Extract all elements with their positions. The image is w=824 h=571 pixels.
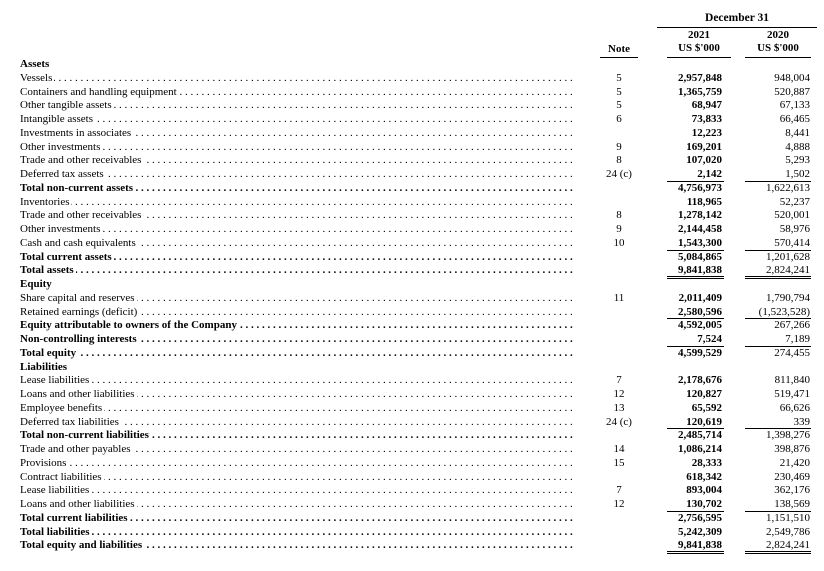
row-note: 9 (616, 223, 622, 235)
subtotal-rule (745, 428, 811, 429)
row-label (20, 525, 576, 539)
row-note: 8 (616, 154, 622, 167)
subtotal-rule (667, 346, 724, 347)
row-label (20, 98, 576, 112)
row-label-text: Cash and cash equivalents (20, 236, 136, 249)
value-2021: 5,242,309 (678, 525, 722, 538)
row-label-text: Assets (20, 58, 50, 70)
row-label-text: Total non-current liabilities (20, 429, 149, 442)
row-label-text: Deferred tax liabilities (20, 415, 119, 428)
statement-row (0, 140, 824, 154)
row-label-text: Employee benefits (20, 401, 103, 414)
row-label (20, 222, 576, 236)
row-label (20, 511, 576, 525)
statement-row (0, 236, 824, 250)
row-label (20, 140, 576, 154)
statement-row (0, 153, 824, 167)
row-label-text: Trade and other receivables (20, 154, 142, 167)
row-label (20, 373, 576, 387)
value-2021: 2,485,714 (678, 429, 722, 442)
total-double-rule (745, 551, 811, 554)
year-2021-header: 2021 (688, 29, 710, 41)
value-2020: 21,420 (779, 456, 810, 469)
row-label-text: Non-controlling interests (20, 333, 137, 345)
row-label (20, 126, 576, 140)
row-label (20, 250, 576, 264)
row-label-text: Other investments (20, 223, 101, 235)
period-header: December 31 (705, 12, 769, 24)
period-underline (657, 27, 817, 28)
statement-row (0, 373, 824, 387)
value-2020: 520,887 (774, 85, 810, 98)
statement-row (0, 85, 824, 99)
row-label-text: Total current liabilities (20, 511, 128, 524)
value-2020: 362,176 (774, 484, 810, 497)
statement-row (0, 195, 824, 209)
subtotal-rule (667, 511, 724, 512)
row-note: 7 (616, 374, 622, 387)
subtotal-rule (745, 318, 811, 319)
value-2021: 1,365,759 (678, 85, 722, 98)
row-label-text: Equity (20, 278, 52, 290)
value-2020: 1,398,276 (766, 429, 810, 442)
row-label (20, 85, 576, 99)
value-2021: 1,278,142 (678, 209, 722, 222)
row-label-text: Retained earnings (deficit) (20, 305, 138, 318)
row-label (20, 208, 576, 222)
row-label-text: Loans and other liabilities (20, 498, 135, 510)
value-2020: 1,622,613 (766, 181, 810, 194)
value-2020: 1,201,628 (766, 250, 810, 263)
value-2021: 65,592 (691, 401, 722, 414)
value-2021: 4,599,529 (678, 346, 722, 359)
value-2021: 893,004 (686, 484, 722, 497)
row-label-text: Equity attributable to owners of the Company (20, 319, 237, 332)
row-note: 24 (c) (606, 415, 632, 428)
row-label-text: Loans and other liabilities (20, 388, 135, 400)
row-note: 12 (613, 498, 625, 510)
value-2021: 9,841,838 (678, 539, 722, 552)
value-2021: 2,580,596 (678, 305, 722, 318)
value-2020: 8,441 (785, 126, 810, 139)
value-2020: (1,523,528) (758, 305, 810, 318)
row-label-text: Trade and other payables (20, 443, 131, 455)
statement-row (0, 511, 824, 525)
row-note: 5 (616, 71, 622, 84)
row-label (20, 263, 576, 277)
row-label-text: Total liabilities (20, 525, 90, 538)
statement-row (0, 415, 824, 429)
row-label (20, 538, 576, 552)
row-label (20, 428, 576, 442)
subtotal-rule (745, 346, 811, 347)
statement-row (0, 401, 824, 415)
row-label (20, 415, 576, 429)
statement-row (0, 428, 824, 442)
statement-row (0, 250, 824, 264)
value-2020: 398,876 (774, 443, 810, 455)
statement-row (0, 112, 824, 126)
subtotal-rule (667, 181, 724, 182)
row-note: 5 (616, 85, 622, 98)
value-2021: 12,223 (691, 126, 722, 139)
row-note: 8 (616, 209, 622, 222)
row-note: 7 (616, 484, 622, 497)
statement-row (0, 57, 824, 71)
value-2020: 52,237 (779, 195, 810, 208)
value-2021: 4,756,973 (678, 181, 722, 194)
subtotal-rule (667, 318, 724, 319)
value-2020: 66,465 (779, 113, 810, 125)
statement-row (0, 360, 824, 374)
row-label (20, 483, 576, 497)
row-label-text: Vessels (20, 71, 53, 84)
row-label (20, 497, 576, 511)
row-label-text: Total equity (20, 346, 77, 359)
value-2020: 2,824,241 (766, 539, 810, 552)
value-2020: 811,840 (774, 374, 810, 387)
row-label-text: Total current assets (20, 250, 112, 263)
value-2021: 120,619 (686, 415, 722, 428)
row-note: 13 (613, 401, 625, 414)
value-2021: 2,756,595 (678, 511, 722, 524)
row-note: 15 (613, 456, 625, 469)
row-label (20, 332, 576, 346)
value-2020: 1,502 (785, 168, 810, 180)
statement-row (0, 442, 824, 456)
unit-2021-header: US $'000 (678, 42, 720, 54)
statement-row (0, 497, 824, 511)
row-label-text: Total assets (20, 264, 74, 277)
value-2020: 2,549,786 (766, 525, 810, 538)
value-2021: 68,947 (691, 99, 722, 112)
row-note: 5 (616, 99, 622, 112)
value-2021: 107,020 (686, 154, 722, 167)
value-2020: 66,626 (779, 401, 810, 414)
value-2021: 1,543,300 (678, 236, 722, 249)
statement-row (0, 483, 824, 497)
value-2020: 2,824,241 (766, 264, 810, 277)
year-2020-header: 2020 (767, 29, 789, 41)
row-label (20, 291, 576, 305)
row-label-text: Deferred tax assets (20, 168, 104, 180)
statement-row (0, 387, 824, 401)
row-note: 12 (613, 388, 625, 400)
row-label (20, 318, 576, 332)
statement-row (0, 98, 824, 112)
row-label-text: Lease liabilities (20, 484, 90, 497)
row-label-text: Lease liabilities (20, 374, 90, 387)
row-note: 24 (c) (606, 168, 632, 180)
value-2020: 570,414 (774, 236, 810, 249)
row-label-text: Contract liabilities (20, 470, 102, 483)
value-2021: 4,592,005 (678, 319, 722, 332)
row-label (20, 167, 576, 181)
value-2020: 1,151,510 (766, 511, 810, 524)
statement-row (0, 263, 824, 277)
row-label-text: Investments in associates (20, 126, 132, 139)
row-label-text: Total non-current assets (20, 181, 134, 194)
value-2020: 58,976 (779, 223, 810, 235)
value-2021: 73,833 (691, 113, 722, 125)
row-label (20, 195, 576, 209)
value-2020: 138,569 (774, 498, 810, 510)
row-label (20, 112, 576, 126)
subtotal-rule (667, 428, 724, 429)
statement-row (0, 318, 824, 332)
statement-row (0, 470, 824, 484)
statement-row (0, 525, 824, 539)
value-2020: 67,133 (779, 99, 810, 112)
row-label (20, 236, 576, 250)
value-2020: 267,266 (774, 319, 810, 332)
row-note: 14 (613, 443, 625, 455)
statement-row (0, 291, 824, 305)
row-label-text: Other investments (20, 140, 101, 153)
value-2021: 9,841,838 (678, 264, 722, 277)
statement-row (0, 181, 824, 195)
value-2021: 28,333 (691, 456, 722, 469)
value-2021: 2,957,848 (678, 71, 722, 84)
row-label (20, 153, 576, 167)
value-2021: 2,142 (697, 168, 722, 180)
row-label-text: Trade and other receivables (20, 209, 142, 222)
row-label (20, 401, 576, 415)
row-note: 10 (613, 236, 625, 249)
row-label (20, 346, 576, 360)
row-label-text: Liabilities (20, 360, 68, 373)
value-2020: 7,189 (785, 333, 810, 345)
statement-row (0, 71, 824, 85)
value-2021: 2,144,458 (678, 223, 722, 235)
statement-row (0, 277, 824, 291)
statement-row (0, 538, 824, 552)
row-label (20, 387, 576, 401)
row-label (20, 360, 576, 374)
value-2020: 4,888 (785, 140, 810, 153)
row-note: 11 (613, 291, 625, 304)
statement-row (0, 332, 824, 346)
value-2020: 339 (793, 415, 810, 428)
row-label-text: Total equity and liabilities (20, 539, 143, 552)
row-label (20, 277, 576, 291)
row-label-text: Share capital and reserves (20, 291, 135, 304)
value-2021: 130,702 (686, 498, 722, 510)
value-2021: 118,965 (686, 195, 722, 208)
statement-row (0, 456, 824, 470)
row-label-text: Provisions (20, 456, 67, 469)
note-column-header: Note (608, 43, 630, 55)
value-2021: 1,086,214 (678, 443, 722, 455)
row-label-text: Intangible assets (20, 113, 94, 125)
statement-row (0, 222, 824, 236)
value-2020: 5,293 (785, 154, 810, 167)
value-2020: 948,004 (774, 71, 810, 84)
value-2021: 618,342 (686, 470, 722, 483)
value-2020: 274,455 (774, 346, 810, 359)
value-2021: 2,011,409 (678, 291, 722, 304)
value-2020: 520,001 (774, 209, 810, 222)
row-label (20, 305, 576, 319)
total-double-rule (667, 551, 724, 554)
subtotal-rule (745, 511, 811, 512)
row-note: 9 (616, 140, 622, 153)
subtotal-rule (667, 250, 724, 251)
row-label (20, 470, 576, 484)
subtotal-rule (745, 250, 811, 251)
row-label (20, 71, 576, 85)
statement-row (0, 346, 824, 360)
statement-row (0, 126, 824, 140)
row-label-text: Inventories (20, 195, 70, 208)
value-2020: 519,471 (774, 388, 810, 400)
value-2021: 120,827 (686, 388, 722, 400)
statement-row (0, 167, 824, 181)
row-note: 6 (616, 113, 622, 125)
row-label (20, 456, 576, 470)
unit-2020-header: US $'000 (757, 42, 799, 54)
row-label (20, 442, 576, 456)
statement-row (0, 208, 824, 222)
value-2021: 7,524 (697, 333, 722, 345)
row-label-text: Other tangible assets (20, 99, 112, 112)
row-label-text: Containers and handling equipment (20, 85, 177, 98)
statement-row (0, 305, 824, 319)
value-2021: 5,084,865 (678, 250, 722, 263)
value-2021: 169,201 (686, 140, 722, 153)
value-2021: 2,178,676 (678, 374, 722, 387)
row-label (20, 57, 576, 71)
row-label (20, 181, 576, 195)
value-2020: 1,790,794 (766, 291, 810, 304)
value-2020: 230,469 (774, 470, 810, 483)
subtotal-rule (745, 181, 811, 182)
